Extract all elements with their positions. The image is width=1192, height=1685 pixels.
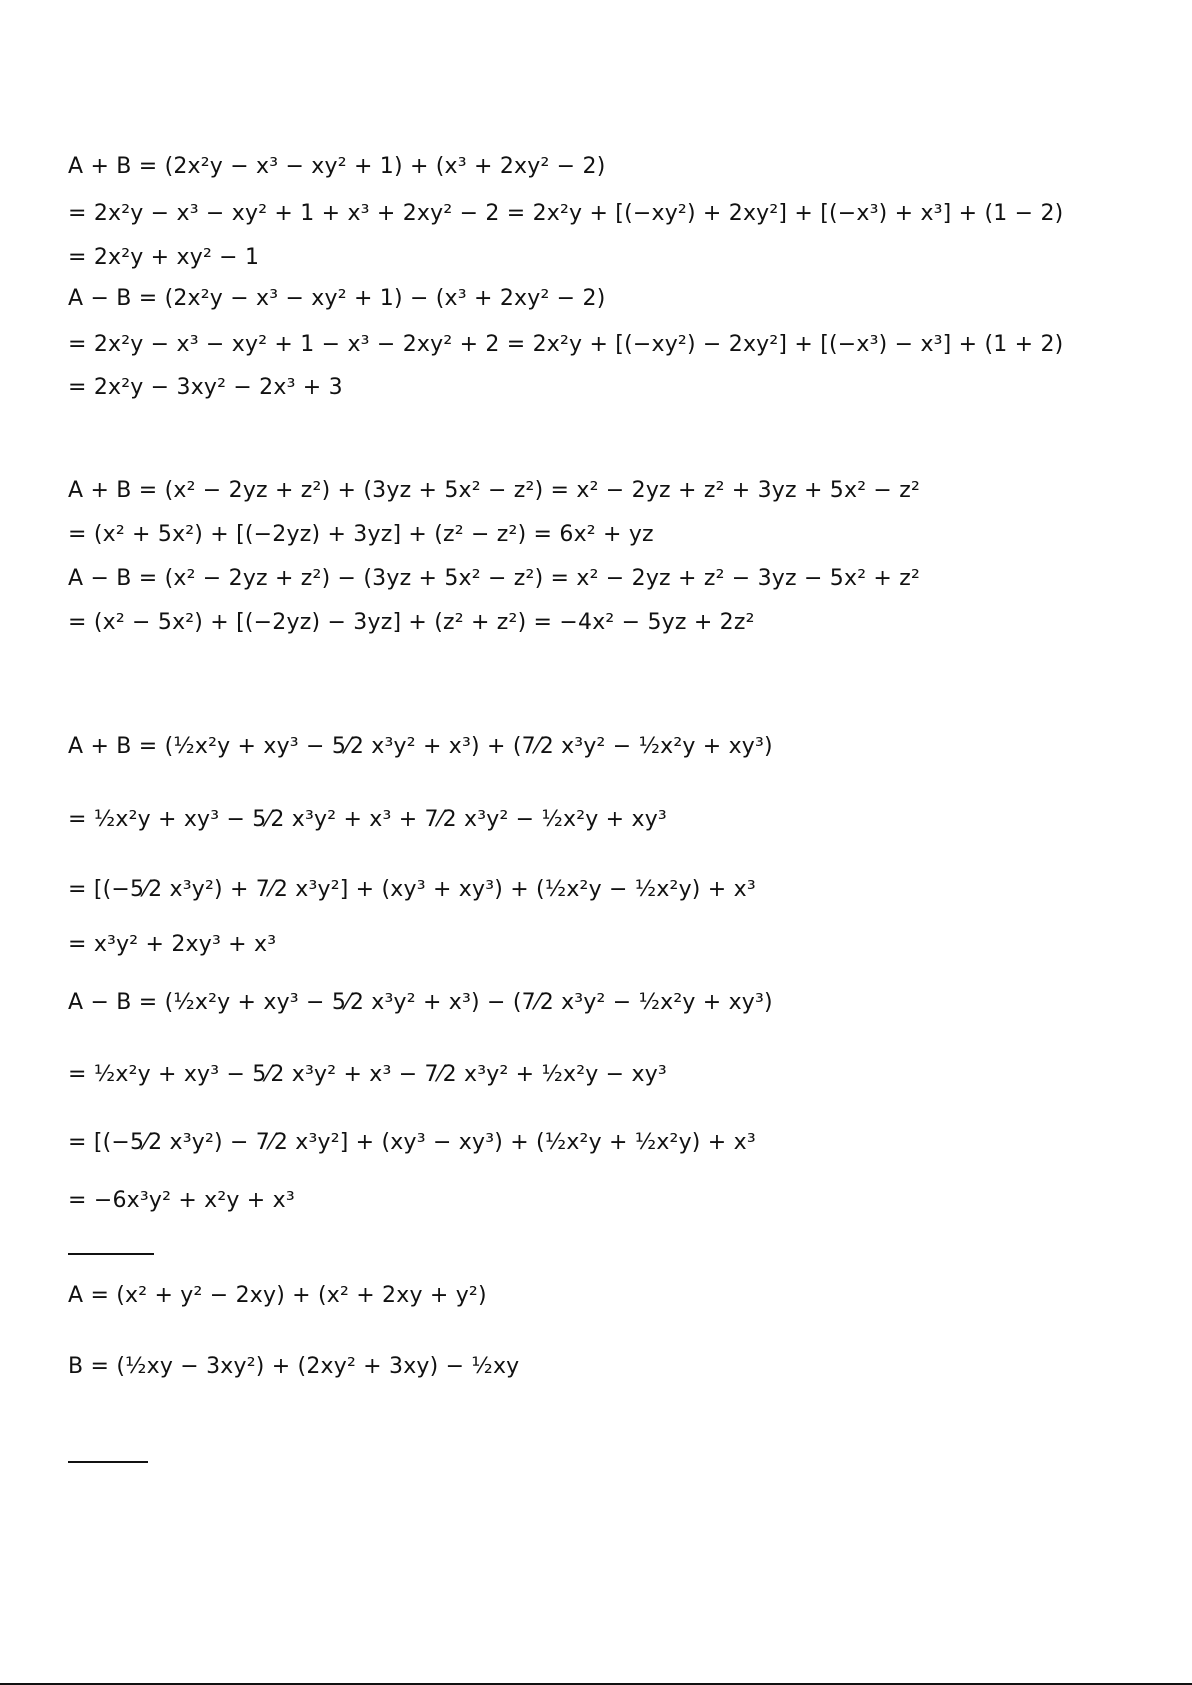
equation-line: = −6x³y² + x²y + x³ (68, 1188, 295, 1213)
equation-line: = ½x²y + xy³ − 5⁄2 x³y² + x³ + 7⁄2 x³y² − ½x²y + xy³ (68, 807, 667, 832)
equation-line: = 2x²y − x³ − xy² + 1 + x³ + 2xy² − 2 = 2x²y + [(−xy²) + 2xy²] + [(−x³) + x³] + (1 − 2) (68, 201, 1064, 226)
equation-line: = (x² − 5x²) + [(−2yz) − 3yz] + (z² + z²) = −4x² − 5yz + 2z² (68, 610, 755, 635)
equation-line: A − B = (½x²y + xy³ − 5⁄2 x³y² + x³) − (7⁄2 x³y² − ½x²y + xy³) (68, 990, 773, 1015)
equation-line: = (x² + 5x²) + [(−2yz) + 3yz] + (z² − z²) = 6x² + yz (68, 522, 654, 547)
equation-line: = 2x²y + xy² − 1 (68, 245, 260, 270)
equation-line: A + B = (½x²y + xy³ − 5⁄2 x³y² + x³) + (7⁄2 x³y² − ½x²y + xy³) (68, 734, 773, 759)
equation-line: = [(−5⁄2 x³y²) − 7⁄2 x³y²] + (xy³ − xy³) + (½x²y + ½x²y) + x³ (68, 1130, 756, 1155)
equation-line: = 2x²y − x³ − xy² + 1 − x³ − 2xy² + 2 = 2x²y + [(−xy²) − 2xy²] + [(−x³) − x³] + (1 + 2) (68, 332, 1064, 357)
equation-line: B = (½xy − 3xy²) + (2xy² + 3xy) − ½xy (68, 1354, 520, 1379)
divider-rule (68, 1253, 154, 1255)
equation-line: = 2x²y − 3xy² − 2x³ + 3 (68, 375, 343, 400)
equation-line: = x³y² + 2xy³ + x³ (68, 932, 277, 957)
equation-line: A + B = (2x²y − x³ − xy² + 1) + (x³ + 2xy² − 2) (68, 154, 606, 179)
equation-line: A − B = (x² − 2yz + z²) − (3yz + 5x² − z²) = x² − 2yz + z² − 3yz − 5x² + z² (68, 566, 921, 591)
equation-line: A = (x² + y² − 2xy) + (x² + 2xy + y²) (68, 1283, 487, 1308)
equation-line: = [(−5⁄2 x³y²) + 7⁄2 x³y²] + (xy³ + xy³) + (½x²y − ½x²y) + x³ (68, 877, 756, 902)
equation-line: = ½x²y + xy³ − 5⁄2 x³y² + x³ − 7⁄2 x³y² + ½x²y − xy³ (68, 1062, 667, 1087)
equation-line: A − B = (2x²y − x³ − xy² + 1) − (x³ + 2xy² − 2) (68, 286, 606, 311)
equation-line: A + B = (x² − 2yz + z²) + (3yz + 5x² − z²) = x² − 2yz + z² + 3yz + 5x² − z² (68, 478, 921, 503)
divider-rule (68, 1461, 148, 1463)
